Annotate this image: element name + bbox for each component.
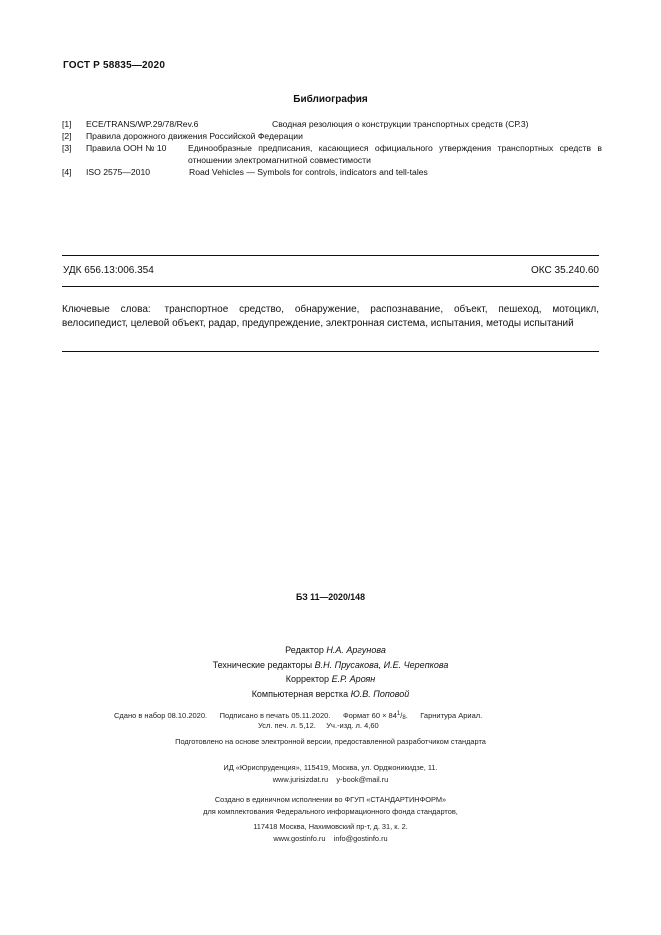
editor-label: Редактор (285, 645, 324, 655)
entry-text: Единообразные предписания, касающиеся официального утверждения транспортных средств в отношении электромагнитной совместимости (188, 143, 602, 165)
bibliography-entry (62, 118, 602, 130)
printer-contacts (0, 833, 661, 845)
entry-text: Road Vehicles — Symbols for controls, indicators and tell-tales (189, 167, 428, 177)
format-numerator: 1 (396, 711, 401, 717)
layout-label: Компьютерная верстка (251, 688, 349, 699)
keywords-text: транспортное средство, обнаружение, распознавание, объект, пешеход, мотоцикл, велосипедист, целевой объект, радар, предупреждение, электронная система, испытания, методы испытаний (62, 304, 600, 329)
publisher-block (0, 762, 661, 785)
format-suffix: . (405, 711, 408, 720)
credits-block (0, 643, 661, 701)
typeset-date: Сдано в набор 08.10.2020. (114, 711, 208, 720)
oks-code: ОКС 35.240.60 (531, 265, 599, 276)
publisher-address: ИД «Юриспруденция», 115419, Москва, ул. Орджоникидзе, 11. (223, 763, 438, 772)
tech-editors-line (0, 658, 661, 673)
publisher-contacts (0, 774, 661, 786)
entry-code: Правила дорожного движения Российской Федерации (86, 131, 303, 141)
entry-code: Правила ООН № 10 (86, 143, 167, 153)
printer-line-1: Создано в единичном исполнении во ФГУП «СТАНДАРТИНФОРМ» (214, 795, 447, 804)
printer-address: 117418 Москва, Нахимовский пр-т, д. 31, к. 2. (253, 822, 408, 831)
entry-number: [4] (62, 167, 72, 177)
publisher-email[interactable]: y-book@mail.ru (336, 774, 389, 784)
editor-name: Н.А. Аргунова (326, 645, 386, 655)
entry-text: Сводная резолюция о конструкции транспортных средств (СР.3) (272, 119, 529, 129)
tech-editors-label: Технические редакторы (212, 659, 313, 670)
prepared-note: Подготовлено на основе электронной версии, предоставленной разработчиком стандарта (175, 737, 486, 746)
document-header-code: ГОСТ Р 58835—2020 (63, 60, 166, 71)
keywords-block (62, 303, 599, 330)
imprint-line-2 (258, 720, 379, 732)
divider-middle (62, 286, 599, 287)
bibliography-list (62, 118, 602, 178)
divider-top (62, 255, 599, 256)
signed-date: Подписано в печать 05.11.2020. (219, 711, 331, 720)
edition-sheets: Уч.-изд. л. 4,60 (326, 721, 379, 730)
publisher-site[interactable]: www.jurisizdat.ru (272, 774, 329, 784)
entry-code: ECE/TRANS/WP.29/78/Rev.6 (86, 119, 199, 129)
bibliography-entry (62, 166, 602, 178)
bibliography-entry (62, 142, 602, 166)
typeface: Гарнитура Ариал. (420, 711, 483, 720)
corrector-line (0, 672, 661, 687)
entry-code: ISO 2575—2010 (86, 167, 151, 177)
printer-email[interactable]: info@gostinfo.ru (333, 833, 388, 843)
udk-code: УДК 656.13:006.354 (63, 265, 154, 276)
entry-number: [1] (62, 119, 72, 129)
printer-block (0, 794, 661, 844)
entry-number: [3] (62, 143, 72, 153)
corrector-name: Е.Р. Ароян (331, 674, 376, 684)
bz-number: БЗ 11—2020/148 (296, 592, 365, 602)
divider-bottom (62, 351, 599, 352)
editor-line (0, 643, 661, 658)
imprint-line-1: Сдано в набор 08.10.2020. Подписано в печать 05.11.2020. Формат $60 \times 84^1/8$. Гарнитура Ариал. (114, 711, 483, 721)
corrector-label: Корректор (285, 674, 330, 684)
printed-sheets: Усл. печ. л. 5,12. (258, 721, 316, 730)
printer-line-2: для комплектования Федерального информационного фонда стандартов, (203, 806, 458, 816)
bibliography-title: Библиография (293, 94, 368, 105)
tech-editors-names: В.Н. Прусакова, И.Е. Черепкова (314, 659, 449, 670)
format-prefix: Формат 60 × 84 (342, 711, 397, 720)
bibliography-entry (62, 130, 602, 142)
printer-site[interactable]: www.gostinfo.ru (273, 833, 326, 843)
layout-name: Ю.В. Поповой (350, 688, 410, 699)
keywords-label: Ключевые слова: (62, 304, 151, 315)
format-denominator: 8 (402, 715, 406, 721)
layout-line (0, 687, 661, 702)
entry-number: [2] (62, 131, 72, 141)
